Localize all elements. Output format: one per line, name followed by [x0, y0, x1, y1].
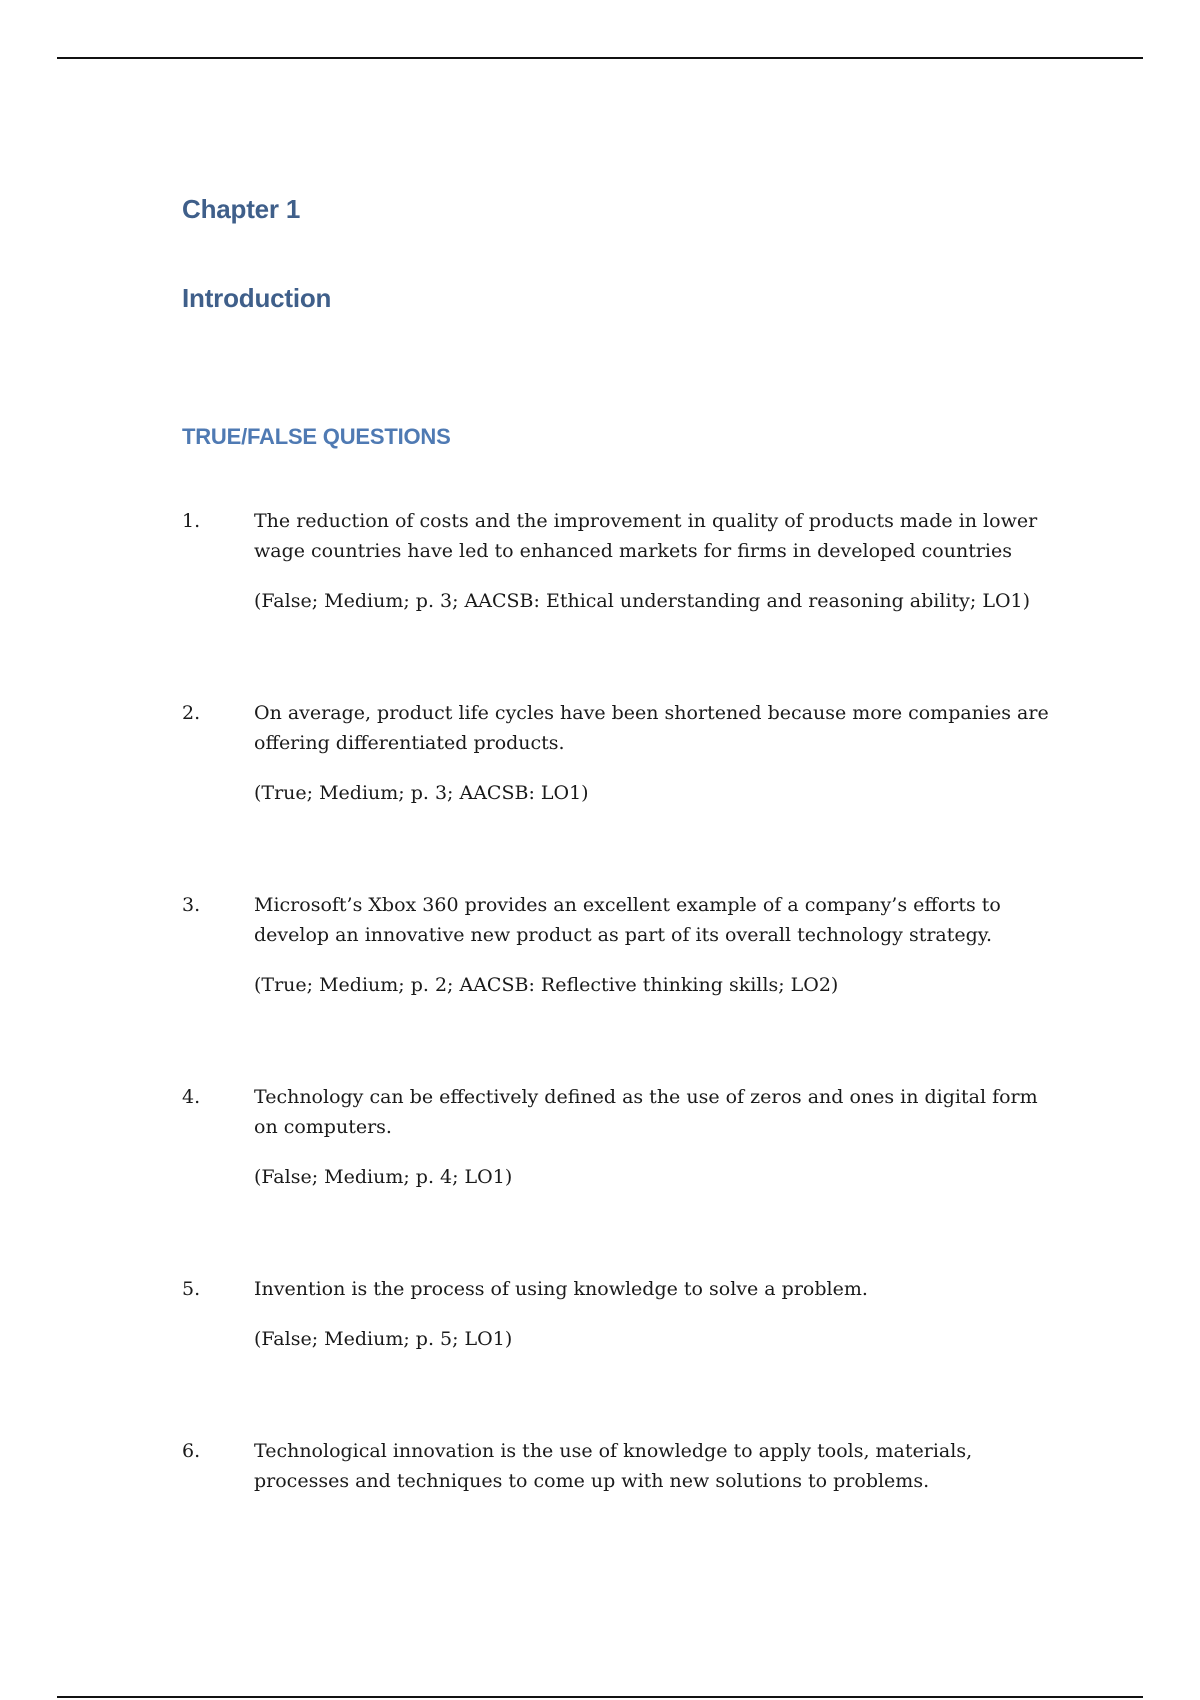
answer-metadata: (False; Medium; p. 5; LO1) — [254, 1328, 513, 1350]
question-number: 2. — [182, 702, 201, 724]
answer-metadata: (True; Medium; p. 3; AACSB: LO1) — [254, 782, 589, 804]
question-text: Microsoft’s Xbox 360 provides an excellent example of a company’s efforts to develop an innovative new product as part of its overall technology strategy. — [254, 894, 1001, 946]
question-number: 3. — [182, 894, 201, 916]
question-number: 6. — [182, 1440, 201, 1462]
section-heading: TRUE/FALSE QUESTIONS — [182, 424, 451, 449]
page-bottom-rule — [57, 1696, 1143, 1698]
question-text: Technology can be effectively defined as the use of zeros and ones in digital form on computers. — [254, 1086, 1038, 1138]
question-list — [182, 506, 1062, 1496]
question-text: Invention is the process of using knowledge to solve a problem. — [254, 1278, 868, 1300]
page-top-rule — [57, 57, 1143, 59]
question-text: On average, product life cycles have been shortened because more companies are offering differentiated products. — [254, 702, 1049, 754]
question-item — [182, 1082, 1062, 1192]
chapter-title: Introduction — [182, 283, 332, 313]
answer-metadata: (True; Medium; p. 2; AACSB: Reflective thinking skills; LO2) — [254, 974, 839, 996]
question-number: 5. — [182, 1278, 201, 1300]
chapter-heading: Chapter 1 — [182, 194, 301, 224]
question-text: Technological innovation is the use of knowledge to apply tools, materials, processes and techniques to come up with new solutions to problems. — [254, 1440, 973, 1492]
answer-metadata: (False; Medium; p. 3; AACSB: Ethical understanding and reasoning ability; LO1) — [254, 590, 1031, 612]
question-item — [182, 1274, 1062, 1354]
question-item — [182, 698, 1062, 808]
question-number: 1. — [182, 510, 201, 532]
question-text: The reduction of costs and the improvement in quality of products made in lower wage countries have led to enhanced markets for firms in developed countries — [254, 510, 1038, 562]
question-item — [182, 1436, 1062, 1496]
answer-metadata: (False; Medium; p. 4; LO1) — [254, 1166, 513, 1188]
question-number: 4. — [182, 1086, 201, 1108]
question-item — [182, 506, 1062, 616]
question-item — [182, 890, 1062, 1000]
